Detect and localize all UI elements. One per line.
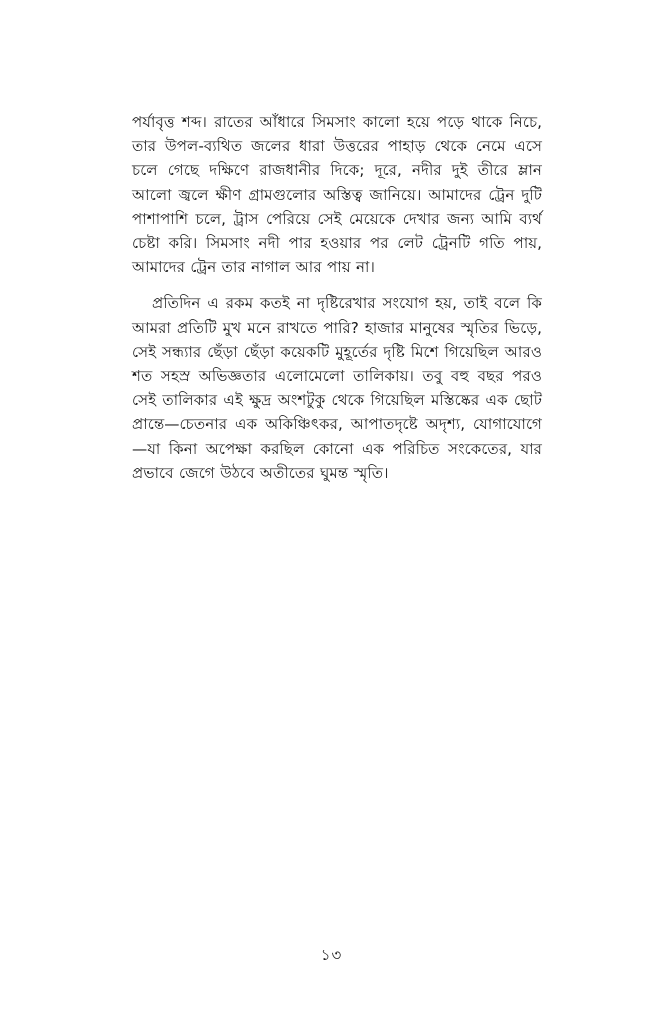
body-text xyxy=(132,110,542,485)
page-number: ১৩ xyxy=(320,946,343,964)
paragraph-2: প্রতিদিন এ রকম কতই না দৃষ্টিরেখার সংযোগ হয়, তাই বলে কি আমরা প্রতিটি মুখ মনে রাখতে পারি? হাজার মানুষের স্মৃতির ভিড়ে, সেই সন্ধ্যার ছেঁড়া ছেঁড়া কয়েকটি মুহূর্তের দৃষ্টি মিশে গিয়েছিল আরও শত সহস্র অভিজ্ঞতার এলোমেলো তালিকায়। তবু বহু বছর পরও সেই তালিকার এই ক্ষুদ্র অংশটুকু থেকে গিয়েছিল মস্তিষ্কের এক ছোট প্রান্তে—চেতনার এক অকিঞ্চিৎকর, আপাতদৃষ্টে অদৃশ্য, যোগাযোগে—যা কিনা অপেক্ষা করছিল কোনো এক পরিচিত সংকেতের, যার প্রভাবে জেগে উঠবে অতীতের ঘুমন্ত স্মৃতি। xyxy=(132,294,542,482)
paragraph-1: পর্যাবৃত্ত শব্দ। রাতের আঁধারে সিমসাং কালো হয়ে পড়ে থাকে নিচে, তার উপল-ব্যথিত জলের ধারা উত্তরের পাহাড় থেকে নেমে এসে চলে গেছে দক্ষিণে রাজধানীর দিকে; দূরে, নদীর দুই তীরে ম্লান আলো জ্বলে ক্ষীণ গ্রামগুলোর অস্তিত্ব জানিয়ে। আমাদের ট্রেন দুটি পাশাপাশি চলে, ট্রাস পেরিয়ে সেই মেয়েকে দেখার জন্য আমি ব্যর্থ চেষ্টা করি। সিমসাং নদী পার হওয়ার পর লেট ট্রেনটি গতি পায়, আমাদের ট্রেন তার নাগাল আর পায় না। xyxy=(132,113,542,277)
